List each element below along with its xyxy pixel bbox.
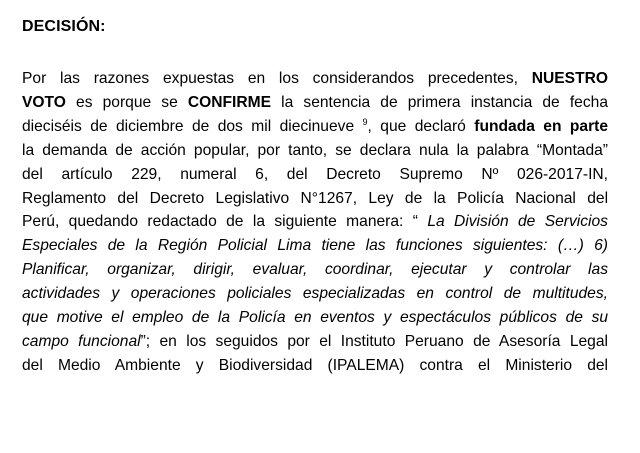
text-segment: , que declaró bbox=[367, 117, 475, 135]
text-segment: Reglamento del Decreto Legislativo N°1267, Ley de la Policía Nacional del bbox=[22, 189, 609, 207]
text-segment: la demanda de acción popular, por tanto, se declara nula la palabra “Montada” bbox=[22, 141, 608, 159]
paragraph-line-3 bbox=[22, 115, 608, 139]
paragraph-line-1 bbox=[22, 67, 608, 91]
footnote-marker: 9 bbox=[362, 116, 368, 127]
text-segment: es porque se bbox=[65, 93, 188, 111]
text-segment: ”; en los seguidos por el Instituto Peruano de Asesoría Legal bbox=[140, 332, 608, 350]
paragraph-line-11 bbox=[22, 306, 608, 330]
text-segment: Por las razones expuestas en los considerandos precedentes, bbox=[22, 70, 532, 87]
paragraph-line-7 bbox=[22, 210, 608, 234]
text-segment: dieciséis de diciembre de dos mil diecinueve bbox=[22, 117, 363, 135]
section-heading: DECISIÓN: bbox=[22, 18, 106, 35]
bold-text: CONFIRME bbox=[187, 93, 272, 111]
paragraph-line-8 bbox=[22, 234, 608, 258]
paragraph-line-9 bbox=[22, 258, 608, 282]
paragraph-line-2 bbox=[22, 91, 608, 115]
italic-text: campo funcional bbox=[22, 332, 141, 350]
italic-text: Planificar, organizar, dirigir, evaluar, coordinar, ejecutar y controlar las bbox=[22, 261, 608, 279]
paragraph-line-4 bbox=[22, 139, 608, 163]
text-segment: del artículo 229, numeral 6, del Decreto Supremo Nº 026-2017-IN, bbox=[22, 165, 608, 183]
italic-text: actividades y operaciones policiales especializadas en control de multitudes, bbox=[22, 285, 608, 303]
bold-text: fundada en parte bbox=[474, 117, 609, 135]
bold-text: VOTO bbox=[22, 93, 66, 111]
italic-text: La División de Servicios bbox=[427, 213, 608, 231]
italic-text: Especiales de la Región Policial Lima tiene las funciones siguientes: (…) 6) bbox=[22, 237, 608, 255]
paragraph-line-6 bbox=[22, 187, 608, 211]
bold-text: NUESTRO bbox=[531, 70, 608, 87]
paragraph-line-5 bbox=[22, 163, 608, 187]
italic-text: que motive el empleo de la Policía en eventos y espectáculos públicos de su bbox=[22, 309, 609, 327]
paragraph-line-13 bbox=[22, 354, 608, 378]
text-segment: la sentencia de primera instancia de fecha bbox=[271, 93, 608, 111]
text-segment: del Medio Ambiente y Biodiversidad (IPALEMA) contra el Ministerio del bbox=[22, 356, 609, 374]
paragraph-line-10 bbox=[22, 282, 608, 306]
decision-paragraph bbox=[22, 67, 608, 378]
paragraph-line-12 bbox=[22, 330, 608, 354]
text-segment: Perú, quedando redactado de la siguiente manera: “ bbox=[22, 213, 428, 231]
